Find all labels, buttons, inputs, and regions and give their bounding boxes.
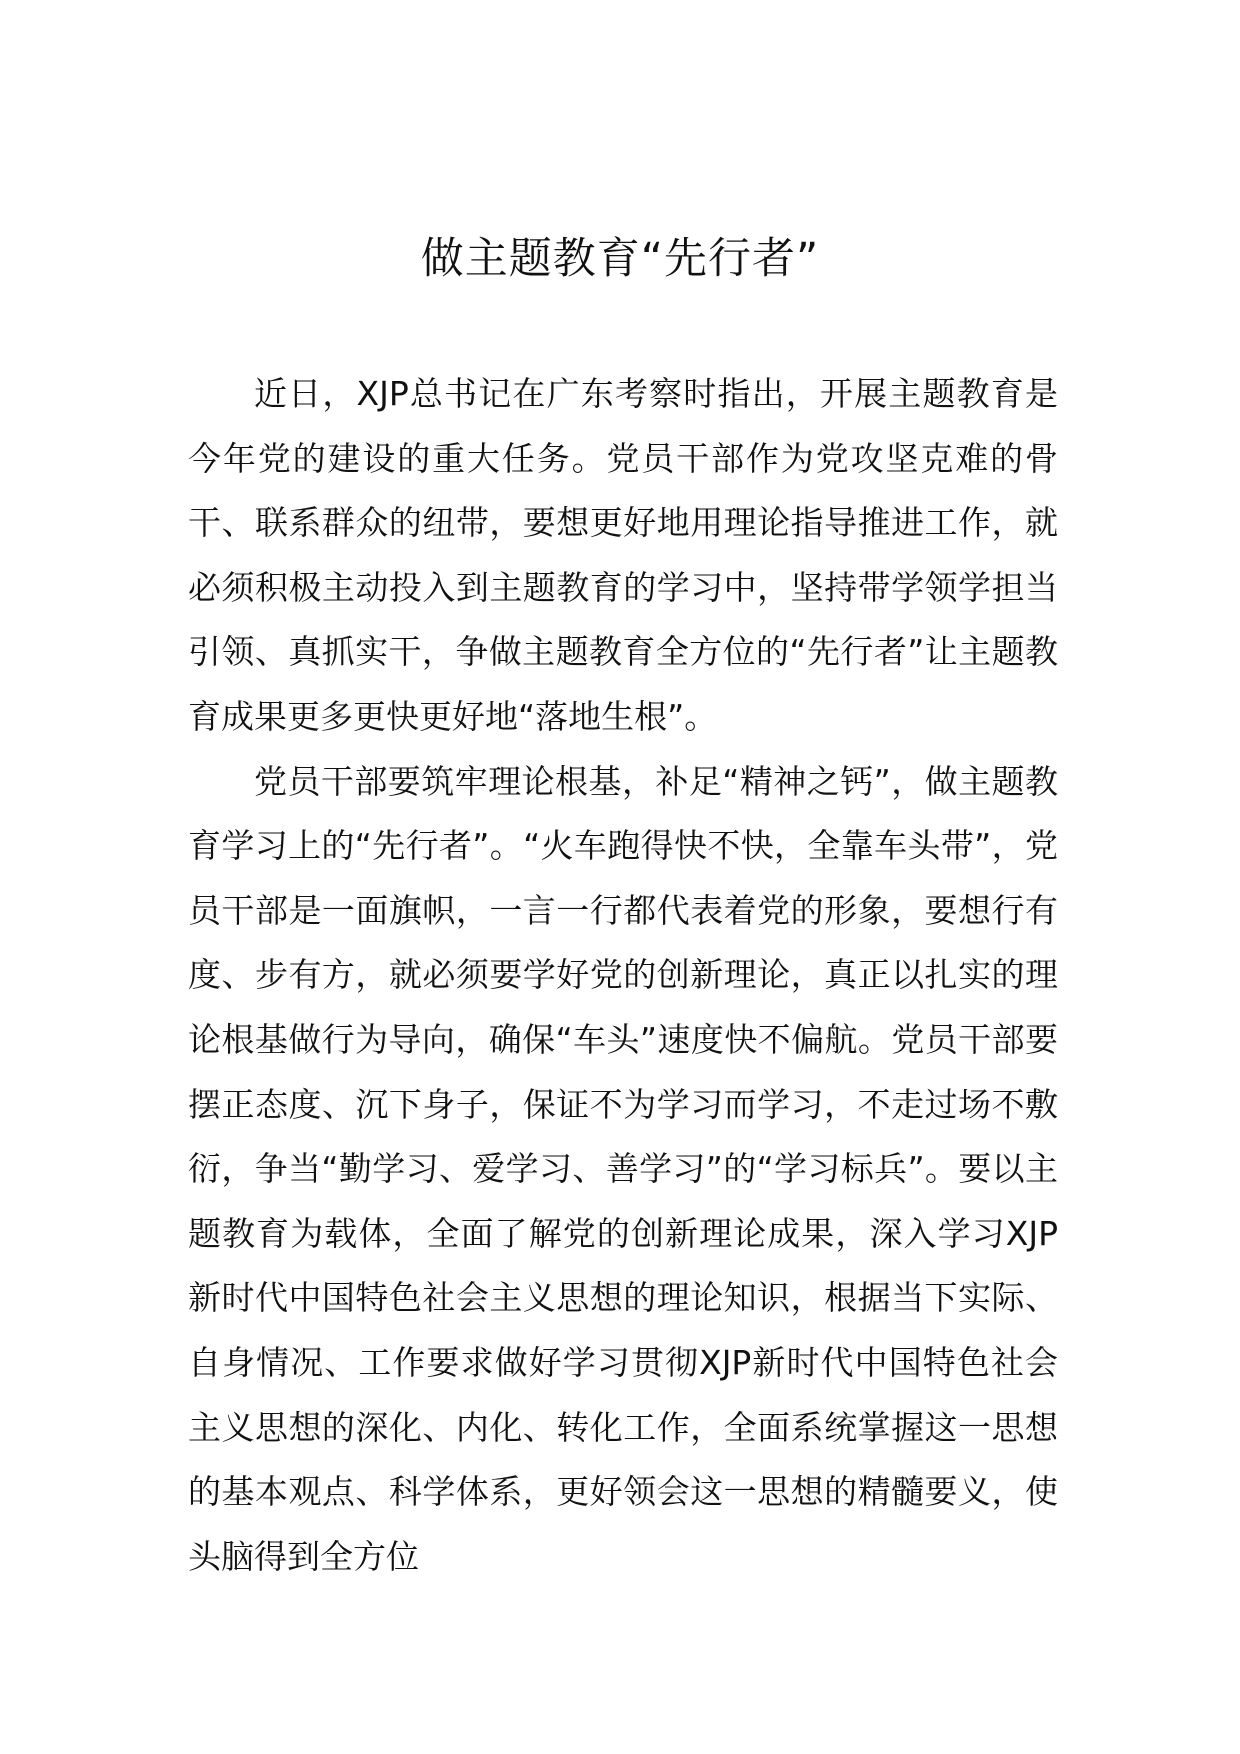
document-title: 做主题教育“先行者”	[420, 234, 820, 284]
document-body	[188, 362, 1058, 1589]
paragraph-2: 党员干部要筑牢理论根基，补足“精神之钙”，做主题教育学习上的“先行者”。“火车跑得快不快，全靠车头带”，党员干部是一面旗帜，一言一行都代表着党的形象，要想行有度、步有方，就必须要学好党的创新理论，真正以扎实的理论根基做行为导向，确保“车头”速度快不偏航。党员干部要摆正态度、沉下身子，保证不为学习而学习，不走过场不敷衍，争当“勤学习、爱学习、善学习”的“学习标兵”。要以主题教育为载体，全面了解党的创新理论成果，深入学习XJP新时代中国特色社会主义思想的理论知识，根据当下实际、自身情况、工作要求做好学习贯彻XJP新时代中国特色社会主义思想的深化、内化、转化工作，全面系统掌握这一思想的基本观点、科学体系，更好领会这一思想的精髓要义，使头脑得到全方位	[188, 761, 1058, 1576]
paragraph-1: 近日，XJP总书记在广东考察时指出，开展主题教育是今年党的建设的重大任务。党员干部作为党攻坚克难的骨干、联系群众的纽带，要想更好地用理论指导推进工作，就必须积极主动投入到主题教育的学习中，坚持带学领学担当引领、真抓实干，争做主题教育全方位的“先行者”让主题教育成果更多更快更好地“落地生根”。	[188, 374, 1058, 736]
